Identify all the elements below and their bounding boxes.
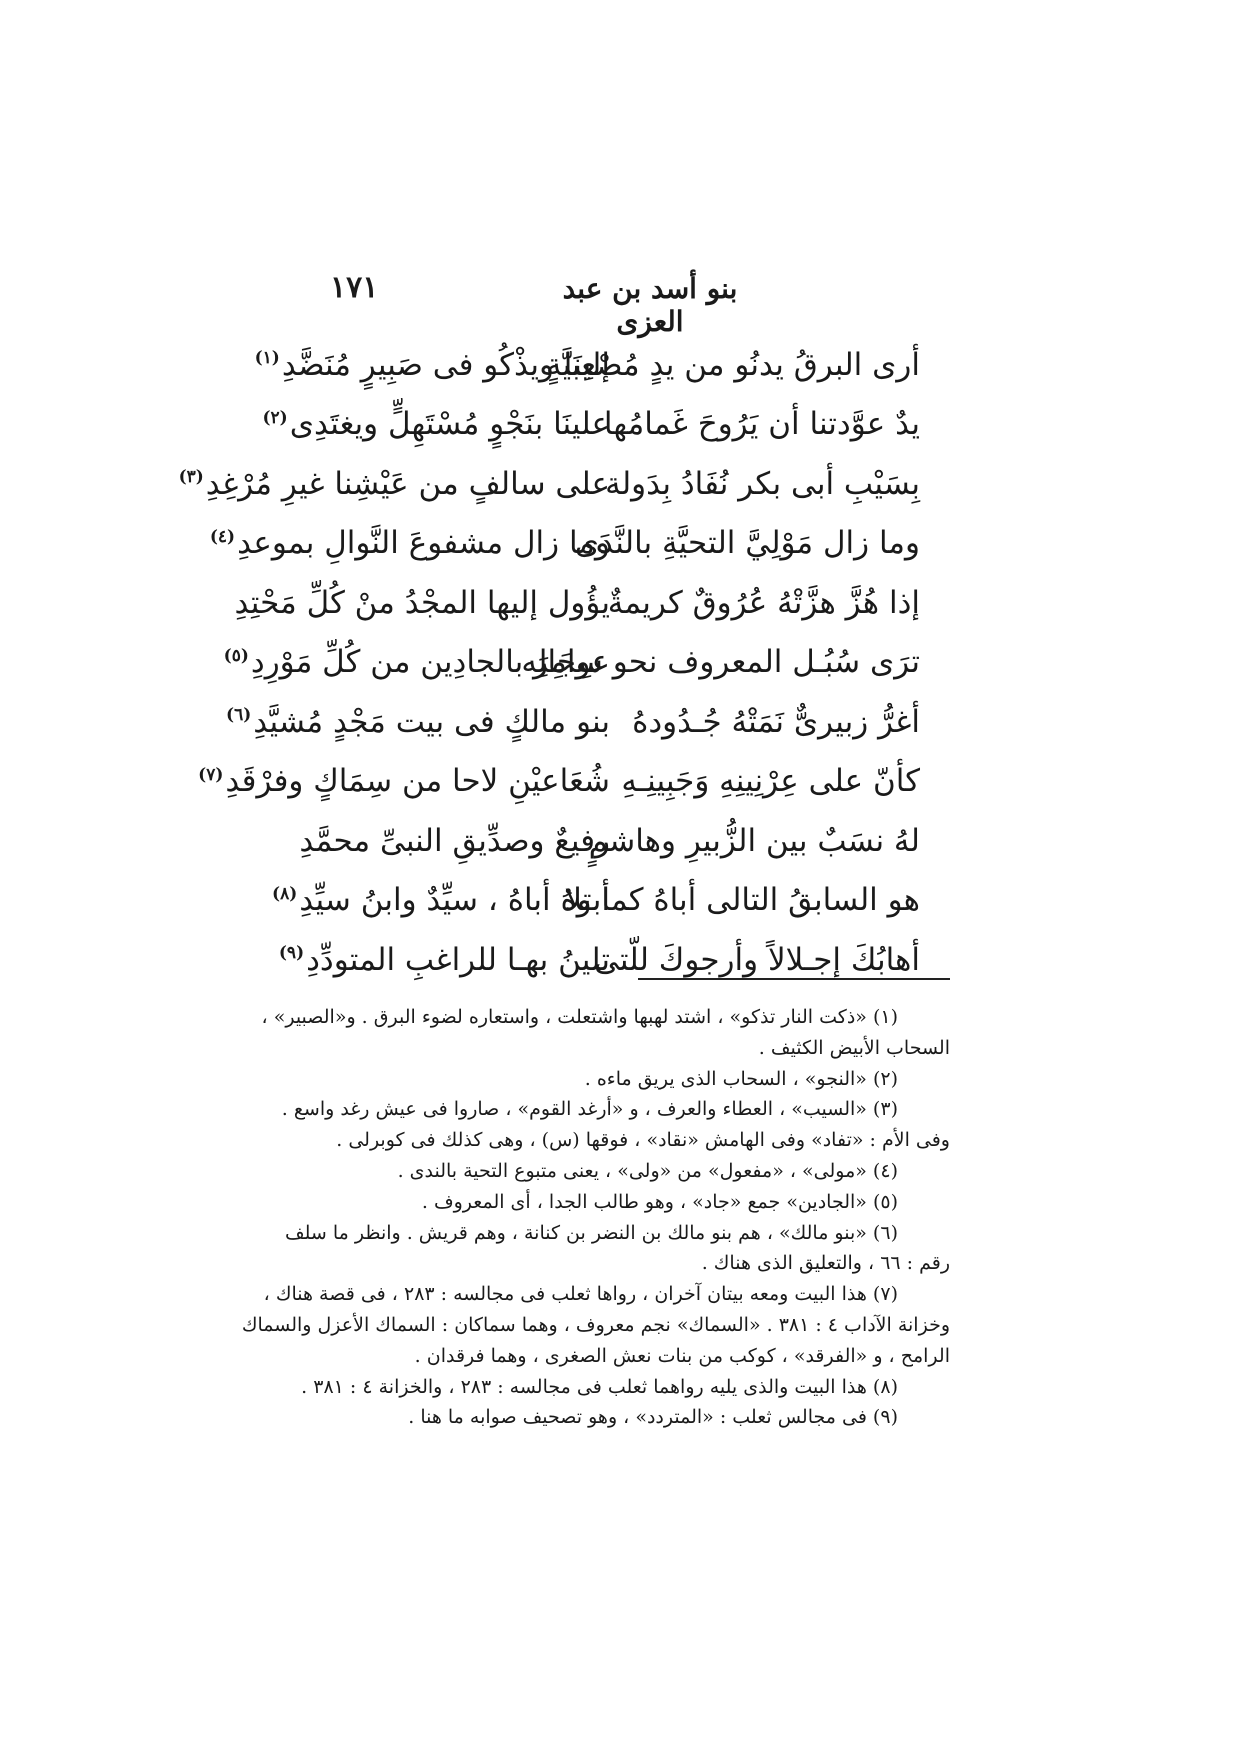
first-hemistich: أهابُكَ إجـلالاً وأرجوكَ للّتى xyxy=(594,941,920,978)
verse xyxy=(223,633,920,693)
second-hemistich xyxy=(223,644,610,681)
verse xyxy=(254,335,920,395)
verse xyxy=(178,454,920,514)
footnote-line: (٦) «بنو مالك» ، هم بنو مالك بن النضر بن كنانة ، وهم قريش . وانظر ما سلف xyxy=(284,1221,898,1244)
second-hemistich-text: وما زال مشفوعَ النَّوالِ بموعدِ xyxy=(237,525,610,562)
footnote-marker: (٧) xyxy=(198,764,224,785)
second-hemistich-text: إلينَا ويذْكُو فى صَبِيرٍ مُنَضَّدِ xyxy=(281,346,610,383)
second-hemistich xyxy=(278,941,610,978)
second-hemistich xyxy=(254,346,610,383)
poem xyxy=(178,335,920,990)
verse xyxy=(234,573,920,633)
footnote-line: (٤) «مولى» ، «مفعول» من «ولى» ، يعنى متبوع التحية بالندى . xyxy=(397,1159,898,1182)
footnote-marker: (٢) xyxy=(262,407,288,428)
footnote-line: (٢) «النجو» ، السحاب الذى يريق ماءه . xyxy=(584,1067,898,1090)
footnote-line: (٥) «الجادين» جمع «جاد» ، وهو طالب الجدا ، أى المعروف . xyxy=(421,1190,898,1213)
footnote-divider xyxy=(638,978,950,980)
second-hemistich xyxy=(178,465,610,502)
footnote-line: الرامح ، و «الفرقد» ، كوكب من بنات نعش الصغرى ، وهما فرقدان . xyxy=(414,1344,950,1367)
footnote-line: (١) «ذكت النار تذكو» ، اشتد لهبها واشتعلت ، واستعاره لضوء البرق . و«الصبير» ، xyxy=(261,1006,898,1028)
verse xyxy=(300,811,920,871)
second-hemistich xyxy=(300,823,610,859)
first-hemistich: بِسَيْبِ أبى بكر نُفَادُ بِدَولة xyxy=(605,465,920,502)
footnote-line: وخزانة الآداب ٤ : ٣٨١ . «السماك» نجم معروف ، وهما سماكان : السماك الأعزل والسماك xyxy=(241,1313,950,1336)
second-hemistich-text: شُعَاعيْنِ لاحا من سِمَاكٍ وفرْقَدِ xyxy=(225,763,610,800)
page-number: ١٧١ xyxy=(330,270,379,305)
verse xyxy=(262,395,920,455)
second-hemistich-text: عوامِرَ بالجادِين من كُلِّ مَوْرِدِ xyxy=(250,644,610,681)
footnote-line: وفى الأم : «تفاد» وفى الهامش «نقاد» ، فوقها (س) ، وهى كذلك فى كوبرلى . xyxy=(336,1129,950,1152)
second-hemistich-text: أبوهُ أباهُ ، سيِّدٌ وابنُ سيِّدِ xyxy=(299,882,610,919)
footnote-marker: (١) xyxy=(254,348,280,369)
footnote-marker: (٦) xyxy=(226,705,252,726)
running-title: بنو أسد بن عبد العزى xyxy=(562,272,738,338)
first-hemistich: لهُ نسَبٌ بين الزُّبيرِ وهاشمٍ xyxy=(588,822,920,859)
verse xyxy=(278,930,920,990)
first-hemistich: وما زال مَوْلِيَّ التحيَّةِ بالنَّدَى xyxy=(574,525,920,562)
second-hemistich xyxy=(209,525,610,562)
first-hemistich: كأنّ على عِرْنِينِهِ وَجَبِينِـهِ xyxy=(621,763,920,800)
verse xyxy=(198,752,920,812)
second-hemistich xyxy=(234,584,610,621)
second-hemistich-text: تلينُ بهـا للراغبِ المتودِّدِ xyxy=(306,941,610,978)
verse xyxy=(226,692,920,752)
first-hemistich: ترَى سُبُـل المعروف نحو سِجَالِه xyxy=(521,644,920,681)
verse xyxy=(209,514,920,574)
footnote-line: (٨) هذا البيت والذى يليه رواهما ثعلب فى مجالسه : ٢٨٣ ، والخزانة ٤ : ٣٨١ . xyxy=(301,1375,898,1398)
footnotes xyxy=(241,1002,950,1433)
second-hemistich-text: يؤُول إليها المجْدُ منْ كُلِّ مَحْتِدِ xyxy=(234,584,610,621)
first-hemistich: أغرُّ زبيرىٌّ نَمَتْهُ جُـدُودهُ xyxy=(632,703,920,740)
second-hemistich xyxy=(272,882,610,919)
first-hemistich: أرى البرقُ يدنُو من يدٍ مُصْعِبيَّةٍ xyxy=(545,346,920,383)
footnote-marker: (٩) xyxy=(278,943,305,964)
verse xyxy=(272,871,920,931)
footnote-line: السحاب الأبيض الكثيف . xyxy=(758,1036,950,1059)
footnote-line: (٧) هذا البيت ومعه بيتان آخران ، رواها ثعلب فى مجالسه : ٢٨٣ ، فى قصة هناك ، xyxy=(263,1283,898,1306)
footnote-marker: (٨) xyxy=(272,883,298,904)
footnote-marker: (٥) xyxy=(223,645,249,666)
second-hemistich xyxy=(198,763,610,800)
first-hemistich: إذا هُزَّ هزَّتْهُ عُرُوقٌ كريمةٌ xyxy=(607,584,920,621)
second-hemistich xyxy=(226,703,610,740)
first-hemistich: هو السابقُ التالى أباهُ كما تلا xyxy=(564,882,920,919)
second-hemistich-text: على سالفٍ من عَيْشِنا غيرِ مُرْغِدِ xyxy=(205,465,610,502)
footnote-marker: (٣) xyxy=(178,467,204,488)
second-hemistich xyxy=(262,406,610,443)
footnote-marker: (٤) xyxy=(209,526,236,547)
first-hemistich: يدٌ عوَّدتنا أن يَرُوحَ غَمامُها xyxy=(603,406,920,443)
footnote-line: (٩) فى مجالس ثعلب : «المتردد» ، وهو تصحيف صوابه ما هنا . xyxy=(408,1406,898,1429)
footnote-line: (٣) «السيب» ، العطاء والعرف ، و «أرغد القوم» ، صاروا فى عيش رغد واسع . xyxy=(281,1098,898,1121)
footnote-line: رقم : ٦٦ ، والتعليق الذى هناك . xyxy=(701,1252,950,1275)
second-hemistich-text: علينَا بنَجْوٍ مُسْتَهِلٍّ ويغتَدِى xyxy=(289,406,610,443)
second-hemistich-text: بنو مالكٍ فى بيت مَجْدٍ مُشيَّدِ xyxy=(253,703,610,740)
second-hemistich-text: رفيعٌ وصدِّيقِ النبىِّ محمَّدِ xyxy=(299,822,610,859)
